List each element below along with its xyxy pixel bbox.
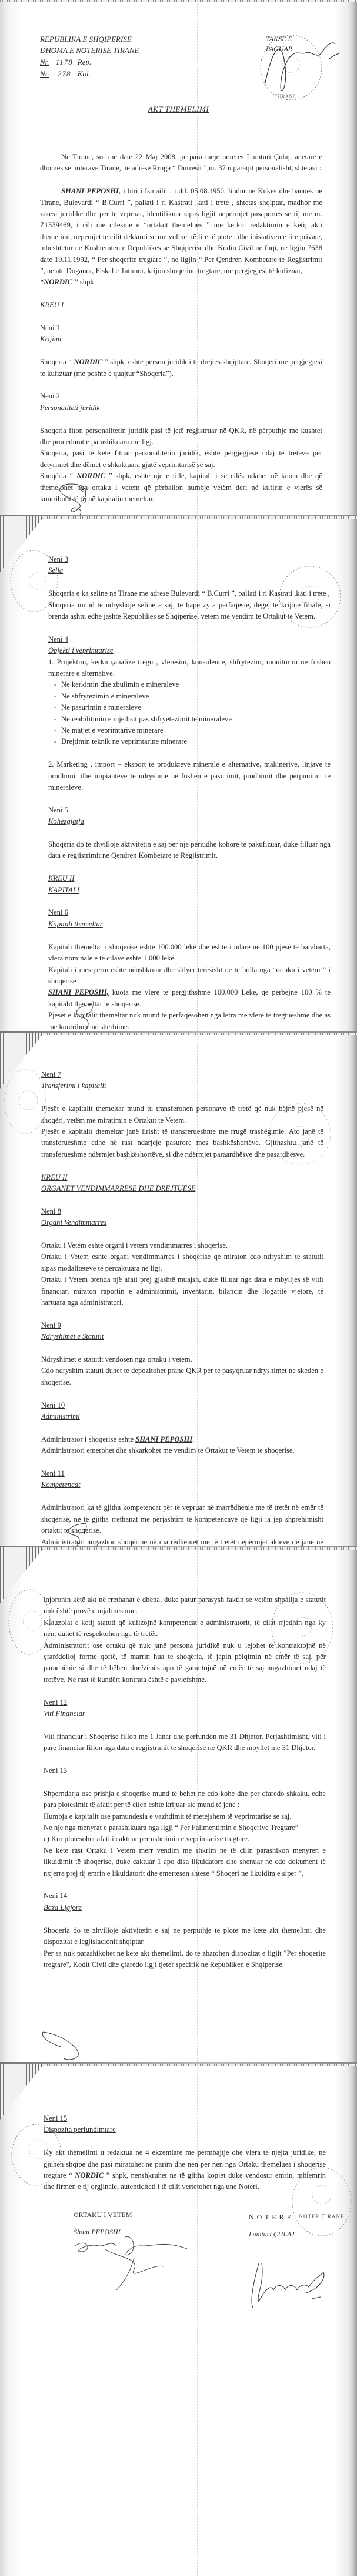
page-1-text [40,152,322,505]
document-page-1 [0,0,357,516]
list-item: - Ne reabilitimin e mjedisit pas shfryetezimit te mineraleve [48,714,331,725]
text-run: Klauzolat e ketij statuti që kufizojnë kompetencat e administratorit, të cilat rrjedhin nga ky nen, duhet të respektohen nga të tretët. [44,1618,326,1638]
article-number: Neni 15 [44,2114,68,2122]
section-heading: Krijimi [40,335,62,344]
emphasized-name: NORDIC [76,472,106,481]
spacer [44,1879,326,1890]
text-run: injoronin këtë akt në rrethanat e dhëna, duke patur parasysh faktin se vetëm shpallja e statutit nuk është provë e mjaftueshme. [44,1596,326,1616]
text-run: . [192,1435,195,1443]
section-heading: Organi Vendimmarres [41,1218,107,1227]
article-number: Neni 12 [44,1698,68,1707]
spacer [48,748,331,759]
spacer [48,896,331,907]
kol-suffix: Kol. [77,69,91,79]
article-number: Neni 9 [41,1321,61,1329]
partner-signature-icon [69,2234,193,2293]
text-run: Administratori ka të gjitha kompetencat për të vepruar në marrëdhënie me të tretët në emër të shoqërisë, në të gjitha rrethanat me përjashtim të kompetencave që ligji ia jep shprehimisht ortakut te shoqerise. [41,1503,323,1535]
paragraph [48,657,331,680]
document-header [40,33,139,80]
emphasized-name: NORDIC [75,2171,104,2180]
text-run: Viti financiar i Shoqerise fillon me 1 Janar dhe perfundon me 31 Dhjetor. Perjashtimisht, viti i pare financiar fillon nga data e regjistrimit te shoqerise ne QKR dhe mbyllet me 31 Dhjetor. [44,1732,326,1752]
seal-city: TIRANE [276,93,296,99]
rep-number-line [40,56,139,68]
text-run: Ne Tirane, sot me date 22 Maj 2008, perpara meje noteres Lumturi Çulaj, anetare e dhomes se noterave Tirane, ne adrese Rruga “ Durresit ”,nr. 37 u paraqit personalisht, shtetasi : [40,153,322,173]
section-heading: KREU I [40,301,64,310]
initials-signature-icon [54,482,95,517]
text-run: Ky akt themelimi u redaktua ne 4 ekzemlare me permbajtje dhe vlera te njejta juridike, ne gjuhen shqipe dhe pasi miratohet ne parim dhe nen per nen nga Ortaku themelues i shoqerise tregtare “ [44,2148,326,2180]
spacer [41,1343,323,1354]
paragraph [40,152,322,174]
text-run: Ndryshimet e statutit vendosen nga ortaku i vetem. [41,1355,192,1364]
tax-stamp-line1: TAKSE E [266,35,292,43]
article-number: Neni 7 [41,1070,61,1079]
paragraph [48,759,331,793]
initials-signature-icon [40,2029,87,2061]
paragraph [44,2147,326,2193]
scan-edge [0,1547,357,1550]
text-run: Administratori angazhon shoqërinë në marrëdhëniet me të tretët nëpërmjet akteve që janë në [41,1537,323,1546]
text-run: shpk [78,278,94,287]
spacer [41,1457,323,1468]
spacer [41,1491,323,1502]
text-run: Pjesët e kapitalit themeltar janë lirisht të transferueshme me rrugë trashëgimie. Ato janë të transferueshme edhe në rast ndarjeje pasurore mes bashkëshortëve. Gjithashtu janë të transferueshme ndërmjet bashkëshortëve, si dhe ndërmjet paraardhësve dhe pasardhësve. [41,1127,323,1158]
notary-name: Lumturi ÇULAJ [249,2230,295,2238]
text-run: Shoqëria “ [40,472,77,481]
paragraph [44,1811,326,1822]
scan-edge [0,2064,357,2066]
partner-signature-block [74,2211,132,2236]
initials-signature-icon [71,1001,100,1030]
paragraph [48,839,331,862]
spacer [48,930,331,941]
emphasized-name: NORDIC [74,358,103,367]
section-heading: ORGANET VENDIMMARRESE DHE DREJTUESE [41,1184,196,1193]
spacer [40,174,322,186]
tax-stamp-line2: PAGUAR [266,45,293,53]
section-heading: Personaliteti juridik [40,403,100,412]
paragraph [40,448,322,471]
text-run: Ne nje nga menyrat e parashikuara nga ligji “ Per Falimentimin e Shoqerive Tregtare” [44,1823,299,1832]
text-run: Ortaku i Vetem brenda një afati prej gjashtë muajsh, duke filluar nga data e mbylljes së vitit financiar, miraton raportin e administrimit, inventarin, bilancin dhe llogaritë vjetore, të hartuara nga administratori, [41,1275,323,1307]
kol-number-line [40,68,139,80]
text-run: Administrator i shoqerise eshte [41,1435,136,1443]
text-run: Shoqeria e ka seline ne Tirane me adrese Bulevardi “ B.Curri ”, pallati i ri Kastrati ,kati i trete , [48,589,330,598]
republic-name: REPUBLIKA E SHQIPERISE [40,35,132,43]
scan-edge [0,516,357,519]
section-heading: Kohezgjatja [48,817,84,826]
section-heading: KREU II [48,874,75,883]
text-run: Ne kete rast Ortaku i Vetem merr vendim me shkrim ne të cilin parashikon menyren e likuidimit të shoqerise, duke caktuar 1 apo disa likuidatore dhe shenuar ne cdo dokument të nxjerre prej tij emrin e likuidatorit dhe emertesen shtese “ Shoqeri ne likuidim e siper ”. [44,1846,326,1878]
text-run: 2. Marketing , import – eksport te produkteve minerale e alternative, makinerive, linjave te prodhimit dhe impianteve te ndryshme ne fushen e pasurimit, prodhimit dhe perpunimit te mineraleve. [48,760,331,792]
spacer [44,1685,326,1697]
paragraph [48,965,331,988]
section-heading: Transferimi i kapitalit [41,1082,106,1090]
article-number: Neni 10 [41,1400,65,1409]
emphasized-name: SHANI PEPOSHI, [48,988,109,997]
notary-signature-icon [247,2261,335,2310]
page-5-text [44,2113,326,2193]
rep-prefix: Nr. [40,57,49,66]
list-item: - Drejtimin teknik ne veprimtarine minerare [48,736,331,747]
spacer [41,1092,323,1103]
text-run: Ortaku i Vetem eshte organi i vetem vendimmarres i shoqerise. [41,1241,228,1250]
document-page-5 [0,2064,357,2576]
paragraph [41,1274,323,1308]
notary-seal-icon [269,1103,334,1168]
spacer [40,288,322,300]
scan-edge [0,0,357,2]
notary-chamber: DHOMA E NOTERISE TIRANE [40,46,139,55]
paragraph [44,1788,326,1811]
text-run: 1. Projektim, kerkim,analize tregu , vleresim, konsulence, shfrytezim, monitorim ne fushen minerare e alternative. [48,657,331,678]
paragraph [44,1948,326,1971]
text-run: Shperndarja ose prishja e shoqerise mund të behet ne cdo kohe dhe per cfaredo shkaku, edhe para plotesimit të afatit per të cilen eshte krijuar sic mund të jene : [44,1789,326,1809]
paragraph [41,1365,323,1388]
spacer [44,1913,326,1925]
paragraph [44,1925,326,1948]
text-run: Administratori emerohet dhe shkarkohet me vendim te Ortakut te Vetem te shoqerise. [41,1446,295,1455]
spacer [44,1719,326,1731]
text-run: Shoqeria “ [40,358,74,367]
initials-signature-icon [62,1520,91,1547]
paragraph [44,1731,326,1754]
article-number: Neni 4 [48,634,68,643]
text-run: Shoqeria fiton personalitetin juridik pasi të jetë regjistruar në QKR, në përputhje me kushtet dhe procedurat e parashikuara me ligj. [40,426,322,446]
spacer [44,2136,326,2147]
notary-seal-icon [5,1068,46,1136]
article-number: Neni 13 [44,1766,68,1775]
notary-seal-icon [272,1591,336,1665]
section-heading: Viti Financiar [44,1710,85,1718]
paragraph [40,277,322,288]
document-page-4 [0,1547,357,2062]
paragraph [41,1354,323,1365]
document-page-2 [0,516,357,1032]
partner-label: ORTAKU I VETEM [74,2211,132,2219]
spacer [48,828,331,839]
article-number: Neni 14 [44,1892,68,1900]
paragraph [44,1845,326,1879]
text-run: Administratorit ose ortaku që nuk janë persona juridikë nuk u lejohet të kontraktojnë në çfarëdolloj forme qoftë, të marrin hua te shoqëria, të japin pëlqimin në emër të saj, për paradhënie si dhe të bëhen dorëzënës apo të garantojnë në emër të saj angazhimet ndaj të tretëve. Në rast të kundërt kontrata është e pavlefshme. [44,1641,326,1684]
paragraph [41,1240,323,1251]
text-run: Humbja e kapitalit ose pamundesia e vazhdimit të metejshem të veprimtarise se saj. [44,1812,292,1821]
spacer [40,345,322,357]
notary-seal-icon [11,549,52,613]
paragraph [40,425,322,448]
text-run: Shoqeria mund te ndryshoje seline e saj, te hape zyra perfaqesie, dege, te krijoje filiale, si brenda ashtu edhe jashte Republikes se Shqiperise, vetëm me vendim te Ortakut te Vetem. [48,600,331,621]
emphasized-name: “NORDIC ” [40,278,78,287]
article-number: Neni 8 [41,1207,61,1215]
text-run: ” shpk, nenshkruhet ne të gjitha kopjet duke vendosur emrin, mbiemrin dhe firmen e tij orgjinale, autenticiteti i të cilit vertetohet nga une Noteri. [44,2171,326,2191]
text-run: Per sa nuk parashikohet ne kete akt themelimi, do te zbatohen dispozitat e ligjit "Per shoqerite tregtare", Kodit Civil dhe çfaredo ligji tjeter specifik ne Republiken e Shqiperise. [44,1949,326,1969]
section-heading: Administrimi [41,1412,80,1421]
section-heading: Ndryshimet e Statutit [41,1332,104,1341]
section-heading: KAPITALI [48,885,79,894]
spacer [41,1388,323,1399]
section-heading: Baza Ligjore [44,1903,82,1912]
text-run: Shoqeria do te zhvilloje aktivitetin e saj per nje periudhe kohore te pakufizuar, duke filluar nga data e regjistrimit ne Qendren Kombetare te Regjistrimit. [48,840,331,860]
article-number: Neni 1 [40,324,60,333]
notary-seal-icon [12,2122,62,2187]
notary-seal-icon [291,2167,353,2237]
text-run: kuota me vlere te pergjithshme 100.000 Leke, qe perbejne 100 % te kapitalit themeltar te shoqerise. [48,988,331,1008]
text-run: ” shpk, eshte person juridik i te drejtes shqiptare, Shoqeri me pergjegjesi te kufizuar (me poshte e quajtur “Shoqeria”). [40,358,323,378]
partner-name: Shani PEPOSHI [74,2228,121,2236]
document-title: AKT THEMELIMI [148,105,209,113]
notary-seal-icon [259,32,347,106]
text-run: Kapitali i mesiperm eshte nënshkruar dhe shlyer tërësisht ne te holla nga “ortaku i vetem ” i shoqerise : [48,965,331,985]
spacer [44,1754,326,1765]
paragraph [41,1251,323,1274]
paragraph [41,1434,323,1445]
section-heading: Selia [48,566,64,575]
spacer [41,1308,323,1319]
seal-text: NOTER TIRANË [299,2214,345,2219]
scan-edge [0,1033,357,1035]
spacer [40,414,322,425]
list-item: - Ne shfrytezimin e mineraleve [48,691,331,702]
list-item: - Ne matjet e veprimtarive minerare [48,725,331,736]
emphasized-name: SHANI PEPOSHI [61,187,119,196]
spacer [48,862,331,873]
text-run: Shoqeria do te zhvilloje aktivitetin e saj ne perputhje te plote me kete akt themelimi dhe dispozitat e legjislacionit shqiptar. [44,1926,326,1946]
list-item: - Ne kerkimin dhe zbulimin e mineraleve [48,679,331,690]
spacer [41,1229,323,1240]
article-number: Neni 5 [48,805,68,814]
article-number: Dispozita perfundimtare [44,2125,116,2134]
notary-seal-icon [9,1588,50,1656]
notary-signature-block [249,2213,295,2239]
spacer [40,311,322,323]
paragraph [41,1445,323,1456]
binding-stripes [0,2064,44,2120]
notary-label: N O T E R E [249,2213,292,2221]
article-number: Neni 11 [41,1469,65,1478]
section-heading: Objekti i veprimtarise [48,646,114,655]
article-number: Neni 2 [40,392,60,401]
text-run: , i biri i Ismailit , i dtl. 05.08.1950, lindur ne Kukes dhe banues ne Tirane, Bulevardi “ B.Curri ”, pallati i ri Kastrati ,kati i trete , shtetas shqiptar, madhor me zotesi juridike dhe per te vepruar, identifikuar sipas ligjit nepermjet pasaportes se tij me nr. Z1539469, i cili me cilesine e “ortakut themelues ” me kerkoi redaktimin e ketij akti themelimi, nepemjet te cilit deklaroi se me vullnet të lire të plote , dhe inisiativen e lire private, mbeshtetur ne Kushtetuten e Republikes se Shqiperise dhe Kodin Civil ne fuqi, ne ligjin 7638 date 19.11.1992, “ Per shoqerite tregtare ”, ne ligjin “ Per Qendren Kombetare te Regjistrimit ”, ne ate Doganor, Fiskal e Tatimor, krijon shoqerine tregtare, me pergjegjesi të kufizuar, [40,187,322,276]
rep-number: 1178 [51,56,78,68]
notary-signature [265,43,340,91]
spacer [40,379,322,391]
rep-suffix: Rep. [77,57,92,66]
text-run: Ortaku i Vetem eshte organi vendimmarres i shoqerise qe miraton cdo ndryshim te statutit sipas modaliteteve te percaktuara ne ligj. [41,1252,323,1272]
document-page-3 [0,1033,357,1546]
article-number: Neni 6 [48,908,68,917]
kol-number: 278 [51,68,78,80]
spacer [48,793,331,804]
text-run: ” shpk, eshte nje e tille, kapitali i së cilës ndahet në kuota dhe që themelohet nga ortaku I vetem që përballon humbje vetëm deri në kufirin e vlerës së kontributit të tij në kapitalin themeltar. [40,472,323,503]
text-run: Pjesët e kapitalit themeltar nuk mund të përfaqësohen nga letra me vlerë të tregtueshme dhe as me kontribute në shërbime. [48,1011,331,1031]
paragraph [40,186,322,277]
list-item: - Ne pasurimin e mineraleve [48,702,331,713]
spacer [41,1194,323,1205]
paragraph [44,1833,326,1845]
kol-prefix: Nr. [40,69,49,79]
notary-seal-icon [279,566,344,631]
spacer [41,1422,323,1433]
paragraph [40,357,322,379]
article-number: Neni 3 [48,555,68,563]
text-run: c) Kur plotesohet afati i caktuar per ushtrimin e veprimtarise tregtare. [44,1835,250,1843]
text-run: Pjesët e kapitalit themeltar mund tu transferohen personave të tretë që nuk bëjnë pjesë në shoqëri, vetëm me miratimin e Ortakut te Vetem. [41,1104,323,1124]
text-run: Cdo ndryshim statuti duhet te depozitohet prane QKR per te pasyqruar ndryshimet ne skeden e shoqerise. [41,1366,323,1386]
paragraph [44,1822,326,1833]
section-heading: Kapitali themeltar [48,919,103,928]
emphasized-name: SHANI PEPOSHI [135,1435,193,1443]
spacer [44,1776,326,1788]
paragraph [48,942,331,965]
text-run: Kapitali themeltar i shoqerise eshte 100.000 lekë dhe eshte i ndare në 100 pjesë të barabarta, vlera nominale e të cilave eshte 1.000 lekë. [48,942,331,963]
section-heading: Kompetencat [41,1480,81,1489]
text-run: Shoqeria, pasi të ketë fituar personalitetin juridik, është përgjegjëse ndaj të tretëve për detyrimet dhe dëmet e shkaktuara gjatë veprimtarisë së saj. [40,449,322,469]
section-heading: KREU II [41,1173,68,1181]
